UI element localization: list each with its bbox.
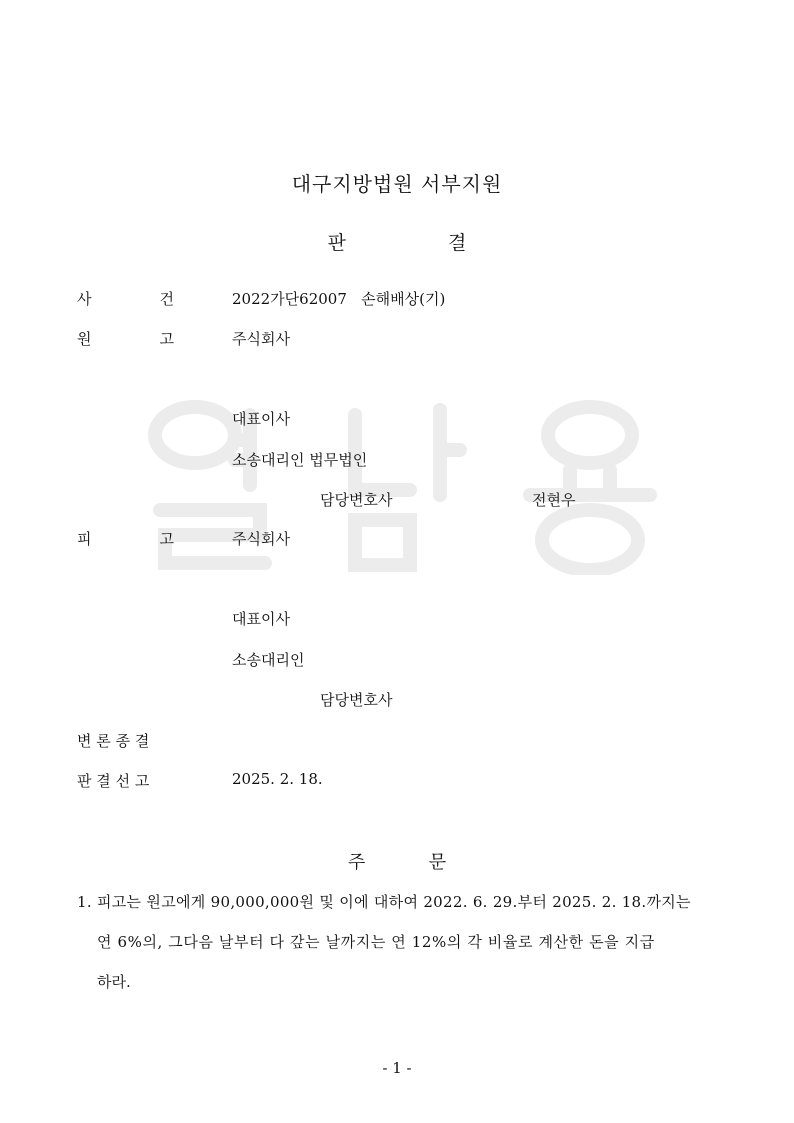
document-title [0,228,794,255]
plaintiff-attorney-name: 전현우 [532,491,576,509]
sentence-label: 판 결 선 고 [77,772,150,790]
plaintiff-attorney-role: 담당변호사 [320,491,393,509]
document-title-char-2: 결 [448,232,467,254]
sentence-date: 2025. 2. 18. [232,770,323,788]
court-name: 대구지방법원 서부지원 [291,172,503,196]
order-section-title: 주 문 [347,852,447,873]
case-label: 사 건 [77,290,174,308]
watermark-logo [140,395,680,575]
order-line-1: 1. 피고는 원고에게 90,000,000원 및 이에 대하여 2022. 6. 29.부터 2025. 2. 18.까지는 [77,893,691,911]
defendant-representative: 대표이사 [232,610,290,628]
defendant-company: 주식회사 [232,530,290,548]
case-number: 2022가단62007 손해배상(기) [232,290,446,308]
plaintiff-company: 주식회사 [232,330,290,348]
defendant-label: 피 고 [77,530,174,548]
defendant-attorney-role: 담당변호사 [320,691,393,709]
order-line-2: 연 6%의, 그다음 날부터 다 갚는 날까지는 연 12%의 각 비율로 계산한 돈을 지급 [97,933,655,951]
closing-label: 변 론 종 결 [77,732,150,750]
page-number: - 1 - [382,1059,412,1077]
order-line-3: 하라. [97,973,131,991]
plaintiff-representative: 대표이사 [232,410,290,428]
plaintiff-counsel: 소송대리인 법무법인 [232,451,368,469]
plaintiff-label: 원 고 [77,330,174,348]
document-title-char-1: 판 [327,232,346,254]
defendant-counsel: 소송대리인 [232,651,305,669]
